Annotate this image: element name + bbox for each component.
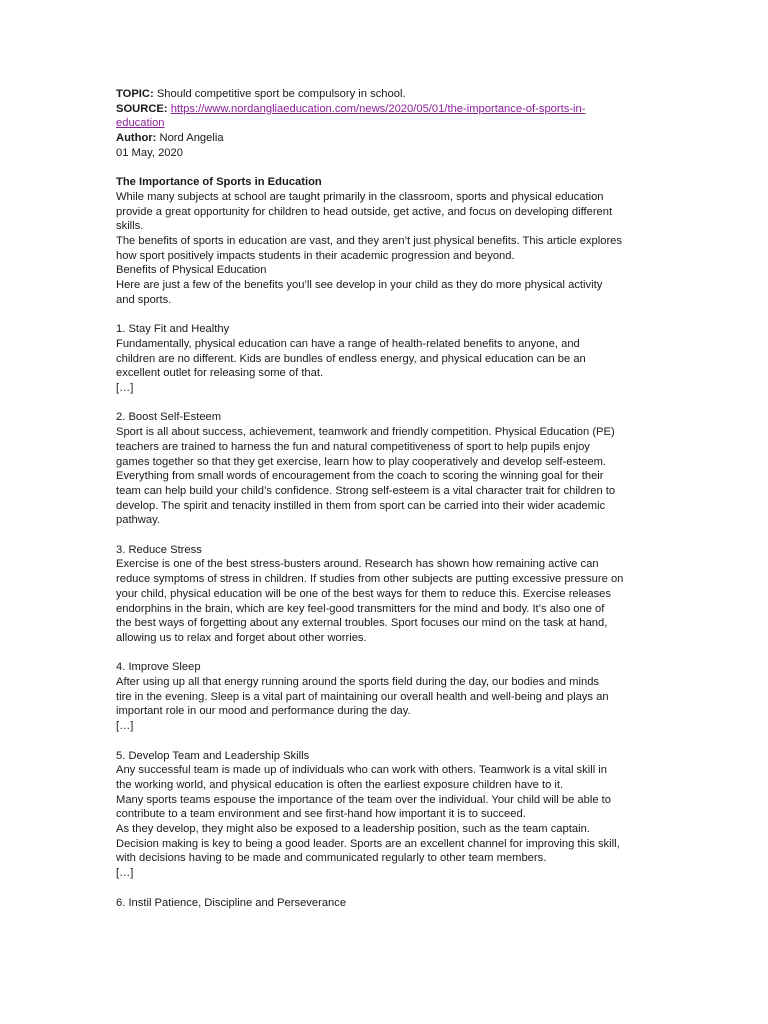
section-improve-sleep	[116, 660, 656, 734]
section-heading: 6. Instil Patience, Discipline and Perseverance	[116, 896, 347, 909]
section-patience	[116, 896, 656, 911]
text-line: Everything from small words of encouragement from the coach to scoring the winning goal for their	[116, 470, 604, 483]
intro-paragraph	[116, 190, 656, 308]
section-heading: 5. Develop Team and Leadership Skills	[116, 749, 310, 762]
publish-date: 01 May, 2020	[116, 146, 183, 159]
text-line: Many sports teams espouse the importance of the team over the individual. Your child will be able to	[116, 793, 612, 806]
text-line: Exercise is one of the best stress-busters around. Research has shown how remaining active can	[116, 558, 599, 571]
ellipsis: […]	[116, 720, 134, 733]
section-team-leadership	[116, 749, 656, 881]
source-line	[116, 102, 656, 117]
text-line: pathway.	[116, 514, 160, 527]
text-line: skills.	[116, 220, 144, 233]
text-line: tire in the evening. Sleep is a vital part of maintaining our overall health and well-being and plays an	[116, 690, 609, 703]
text-line: After using up all that energy running around the sports field during the day, our bodies and minds	[116, 676, 600, 689]
text-line: Fundamentally, physical education can have a range of health-related benefits to anyone, and	[116, 337, 580, 350]
text-line: teachers are trained to harness the fun and natural competitiveness of sport to help pupils enjoy	[116, 440, 590, 453]
author-label: Author:	[116, 132, 157, 145]
ellipsis: […]	[116, 867, 134, 880]
text-line: children are no different. Kids are bundles of endless energy, and physical education can be an	[116, 352, 586, 365]
text-line: provide a great opportunity for children to head outside, get active, and focus on developing different	[116, 205, 613, 218]
subheading-benefits: Benefits of Physical Education	[116, 264, 267, 277]
section-self-esteem	[116, 410, 656, 528]
text-line: how sport positively impacts students in their academic progression and beyond.	[116, 249, 515, 262]
text-line: the working world, and physical education is often the earliest exposure children have to it.	[116, 778, 564, 791]
document-page	[116, 87, 656, 910]
ellipsis: […]	[116, 382, 134, 395]
text-line: The benefits of sports in education are vast, and they aren’t just physical benefits. This article explores	[116, 235, 622, 248]
text-line: As they develop, they might also be exposed to a leadership position, such as the team captain.	[116, 823, 590, 836]
text-line: with decisions having to be made and communicated regularly to other team members.	[116, 852, 547, 865]
text-line: Here are just a few of the benefits you’ll see develop in your child as they do more physical activity	[116, 279, 603, 292]
text-line: excellent outlet for releasing some of that.	[116, 367, 324, 380]
author-line	[116, 131, 656, 146]
section-heading: 2. Boost Self-Esteem	[116, 411, 222, 424]
text-line: Sport is all about success, achievement, teamwork and friendly competition. Physical Education (PE)	[116, 426, 615, 439]
text-line: the best ways of forgetting about any external troubles. Sport focuses our mind on the task at hand,	[116, 617, 608, 630]
topic-label: TOPIC:	[116, 88, 154, 100]
source-link[interactable]: https://www.nordangliaeducation.com/news/2020/05/01/the-importance-of-sports-in-	[170, 102, 586, 115]
source-label: SOURCE:	[116, 102, 168, 115]
source-link-continued[interactable]: education	[116, 117, 165, 130]
text-line: games together so that they get exercise, learn how to play cooperatively and develop self-esteem.	[116, 455, 607, 468]
section-heading: 4. Improve Sleep	[116, 661, 201, 674]
text-line: Decision making is key to being a good leader. Sports are an excellent channel for improving this skill,	[116, 837, 620, 850]
section-reduce-stress	[116, 543, 656, 646]
text-line: contribute to a team environment and see first-hand how important it is to succeed.	[116, 808, 526, 821]
text-line: allowing us to relax and forget about other worries.	[116, 631, 367, 644]
text-line: reduce symptoms of stress in children. If studies from other subjects are putting excessive pressure on	[116, 573, 624, 586]
text-line: important role in our mood and performance during the day.	[116, 705, 411, 718]
section-heading: 1. Stay Fit and Healthy	[116, 323, 230, 336]
text-line: develop. The spirit and tenacity instilled in them from sport can be carried into their wider academic	[116, 499, 606, 512]
article-title: The Importance of Sports in Education	[116, 176, 322, 189]
text-line: team can help build your child’s confidence. Strong self-esteem is a vital character trait for children to	[116, 484, 616, 497]
topic-text: Should competitive sport be compulsory in school.	[156, 88, 406, 100]
text-line: your child, physical education will be one of the best ways for them to reduce this. Exercise releases	[116, 587, 611, 600]
text-line: While many subjects at school are taught primarily in the classroom, sports and physical education	[116, 190, 604, 203]
section-stay-fit	[116, 322, 656, 396]
text-line: endorphins in the brain, which are key feel-good transmitters for the mind and body. It’s also one of	[116, 602, 605, 615]
section-heading: 3. Reduce Stress	[116, 543, 202, 556]
text-line: and sports.	[116, 293, 172, 306]
topic-line	[116, 87, 656, 102]
author-name: Nord Angelia	[159, 132, 224, 145]
text-line: Any successful team is made up of individuals who can work with others. Teamwork is a vital skill in	[116, 764, 608, 777]
